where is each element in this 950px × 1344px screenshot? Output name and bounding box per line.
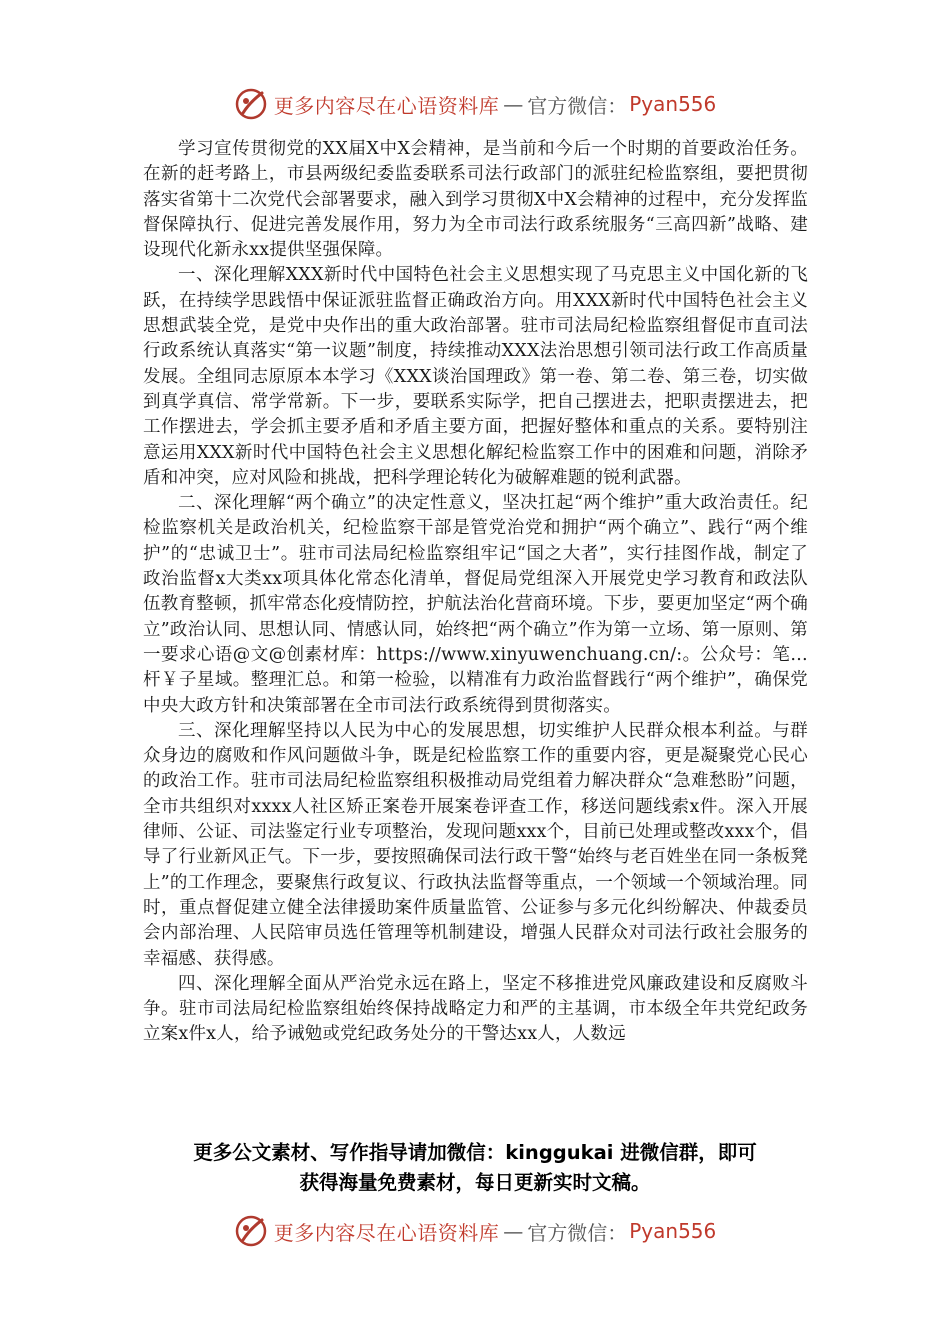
paragraph-section-2: 二、深化理解“两个确立”的决定性意义，坚决扛起“两个维护”重大政治责任。纪检监察机关是政治机关，纪检监察干部是管党治党和拥护“两个确立”、践行“两个维护”的“忠诚卫士”。驻市司法局纪检监察组牢记“国之大者”，实行挂图作战，制定了政治监督x大类xx项具体化常态化清单，督促局党组深入开展党史学习教育和政法队伍教育整顿，抓牢常态化疫情防控，护航法治化营商环境。下步，要更加坚定“两个确立”政治认同、思想认同、情感认同，始终把“两个确立”作为第一立场、第一原则、第一要求心语@文@创素材库：https://www.xinyuwenchuang.cn/:。公众号：笔…杆￥子星域。整理汇总。和第一检验，以精准有力政治监督践行“两个维护”，确保党中央大政方针和决策部署在全市司法行政系统得到贯彻落实。 (143, 493, 808, 716)
brush-logo-icon (234, 87, 268, 121)
banner-label: 官方微信： (527, 1220, 628, 1245)
banner-title: 更多内容尽在心语资料库 (273, 1220, 500, 1245)
paragraph-section-4: 四、深化理解全面从严治党永远在路上，坚定不移推进党风廉政建设和反腐败斗争。驻市司法局纪检监察组始终保持战略定力和严的主基调，市本级全年共党纪政务立案x件x人，给予诫勉或党纪政务处分的干警达xx人，人数远 (143, 973, 808, 1045)
paragraph-section-1: 一、深化理解XXX新时代中国特色社会主义思想实现了马克思主义中国化新的飞跃，在持续学思践悟中保证派驻监督正确政治方向。用XXX新时代中国特色社会主义思想武装全党，是党中央作出的重大政治部署。驻市司法局纪检监察组督促市直司法行政系统认真落实“第一议题”制度，持续推动XXX法治思想引领司法行政工作高质量发展。全组同志原原本本学习《XXX谈治国理政》第一卷、第二卷、第三卷，切实做到真学真信、常学常新。下一步，要联系实际学，把自己摆进去，把职责摆进去，把工作摆进去，学会抓主要矛盾和矛盾主要方面，把握好整体和重点的关系。要特别注意运用XXX新时代中国特色社会主义思想化解纪检监察工作中的困难和问题，消除矛盾和冲突，应对风险和挑战，把科学理论转化为破解难题的锐利武器。 (143, 265, 808, 488)
promo-notice (100, 1138, 850, 1198)
promo-line-1: 更多公文素材、写作指导请加微信：kinggukai 进微信群，即可 (193, 1141, 757, 1164)
paragraph-section-3: 三、深化理解坚持以人民为中心的发展思想，切实维护人民群众根本利益。与群众身边的腐败和作风问题做斗争，既是纪检监察工作的重要内容，更是凝聚党心民心的政治工作。驻市司法局纪检监察组积极推动局党组着力解决群众“急难愁盼”问题，全市共组织对xxxx人社区矫正案卷开展案卷评查工作，移送问题线索x件。深入开展律师、公证、司法鉴定行业专项整治，发现问题xxx个，目前已处理或整改xxx个，倡导了行业新风正气。下一步，要按照确保司法行政干警“始终与老百姓坐在同一条板凳上”的工作理念，要聚焦行政复议、行政执法监督等重点，一个领域一个领域治理。同时，重点督促建立健全法律援助案件质量监管、公证参与多元化纠纷解决、仲裁委员会内部治理、人民陪审员选任管理等机制建设，增强人民群众对司法行政社会服务的幸福感、获得感。 (143, 720, 808, 969)
header-banner (0, 84, 950, 124)
banner-separator: — (503, 1219, 524, 1243)
document-body (143, 137, 808, 1048)
footer-banner (0, 1211, 950, 1251)
banner-label: 官方微信： (527, 93, 628, 118)
banner-wechat-id: Pyan556 (629, 92, 717, 116)
brush-logo-icon (234, 1214, 268, 1248)
banner-wechat-id: Pyan556 (629, 1219, 717, 1243)
banner-title: 更多内容尽在心语资料库 (273, 93, 500, 118)
promo-line-2: 获得海量免费素材，每日更新实时文稿。 (299, 1171, 651, 1194)
banner-separator: — (503, 92, 524, 116)
paragraph-intro: 学习宣传贯彻党的XX届X中X会精神，是当前和今后一个时期的首要政治任务。在新的赶考路上，市县两级纪委监委联系司法行政部门的派驻纪检监察组，要把贯彻落实省第十二次党代会部署要求，融入到学习贯彻X中X会精神的过程中，充分发挥监督保障执行、促进完善发展作用，努力为全市司法行政系统服务“三高四新”战略、建设现代化新永xx提供坚强保障。 (143, 139, 808, 261)
